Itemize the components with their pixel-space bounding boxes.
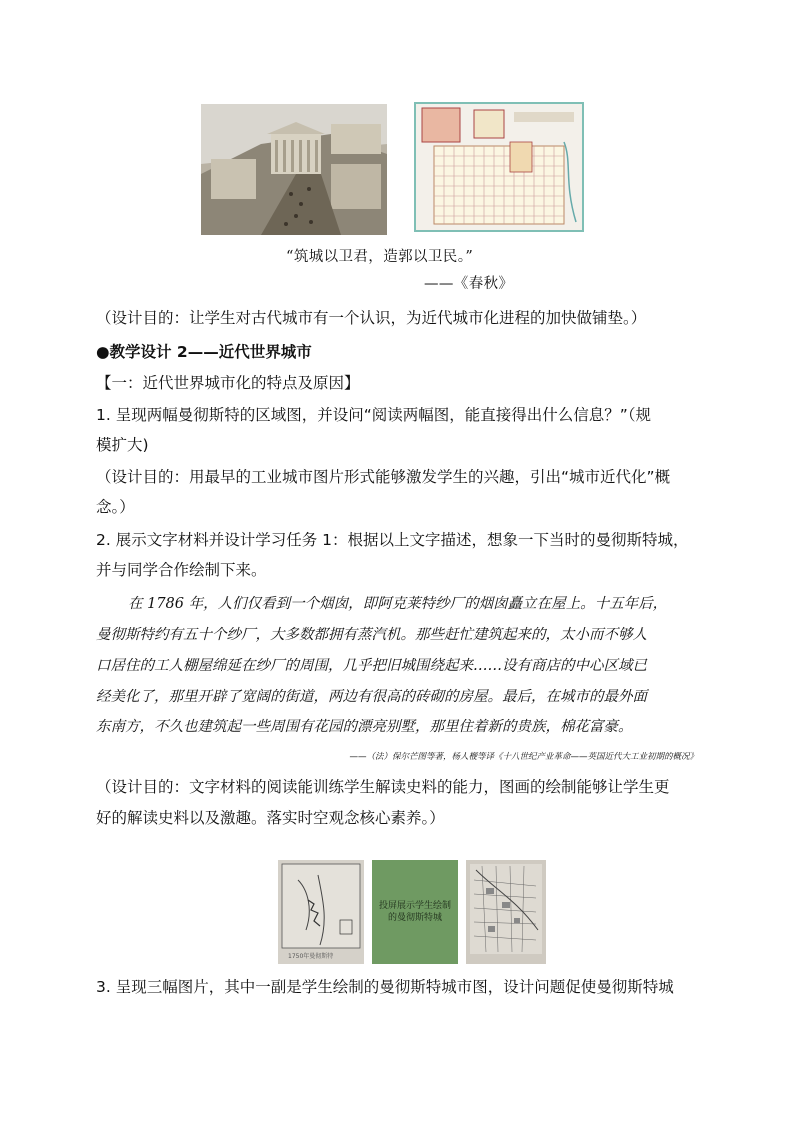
material-source: ——（法）保尔芒图等著，杨人楩等译《十八世纪产业革命——英国近代大工业初期的概况》 bbox=[349, 752, 698, 762]
item-2-line-b: 并与同学合作绘制下来。 bbox=[96, 561, 267, 579]
manchester-map-left-image bbox=[278, 860, 364, 964]
purpose-2-line-a: （设计目的：用最早的工业城市图片形式能够激发学生的兴趣，引出“城市近代化”概 bbox=[96, 468, 671, 486]
material-line-2: 曼彻斯特约有五十个纱厂，大多数都拥有蒸汽机。那些赶忙建筑起来的，太小而不够人 bbox=[96, 627, 647, 643]
material-line-4: 经美化了，那里开辟了宽阔的街道，两边有很高的砖砌的房屋。最后，在城市的最外面 bbox=[96, 689, 647, 705]
item-3-line-a: 3. 呈现三幅图片，其中一副是学生绘制的曼彻斯特城市图，设计问题促使曼彻斯特城 bbox=[96, 978, 674, 996]
ancient-city-model-image bbox=[201, 104, 387, 235]
student-drawing-text: 投屏展示学生绘制的曼彻斯特城 bbox=[378, 901, 451, 923]
student-drawing-placeholder bbox=[372, 860, 458, 964]
material-line-1: 在 1786 年，人们仅看到一个烟囱，即阿克莱特纱厂的烟囱矗立在屋上。十五年后， bbox=[128, 596, 668, 612]
purpose-3-line-a: （设计目的：文字材料的阅读能训练学生解读史料的能力，图画的绘制能够让学生更 bbox=[96, 778, 670, 796]
ancient-city-plan-image bbox=[414, 102, 584, 232]
section-heading: ●教学设计 2——近代世界城市 bbox=[96, 343, 312, 361]
manchester-map-left-caption: 1750年曼彻斯特 bbox=[288, 953, 334, 960]
material-line-3: 口居住的工人棚屋绵延在纱厂的周围，几乎把旧城围绕起来……设有商店的中心区域已 bbox=[96, 658, 647, 674]
purpose-1: （设计目的：让学生对古代城市有一个认识，为近代城市化进程的加快做铺垫。） bbox=[96, 309, 647, 327]
quote-line: “筑城以卫君，造郭以卫民。” bbox=[286, 249, 474, 265]
purpose-2-line-b: 念。） bbox=[96, 498, 135, 516]
material-line-5: 东南方，不久也建筑起一些周围有花园的漂亮别墅，那里住着新的贵族，棉花富豪。 bbox=[96, 719, 633, 735]
purpose-3-line-b: 好的解读史料以及激趣。落实时空观念核心素养。） bbox=[96, 809, 445, 827]
quote-source: ——《春秋》 bbox=[424, 276, 514, 292]
subheading: 【一：近代世界城市化的特点及原因】 bbox=[96, 374, 360, 392]
item-2-line-a: 2. 展示文字材料并设计学习任务 1：根据以上文字描述，想象一下当时的曼彻斯特城， bbox=[96, 531, 689, 549]
item-1-line-a: 1. 呈现两幅曼彻斯特的区域图，并设问“阅读两幅图，能直接得出什么信息？”（规 bbox=[96, 406, 652, 424]
manchester-map-right-image bbox=[466, 860, 546, 964]
item-1-line-b: 模扩大) bbox=[96, 436, 149, 454]
